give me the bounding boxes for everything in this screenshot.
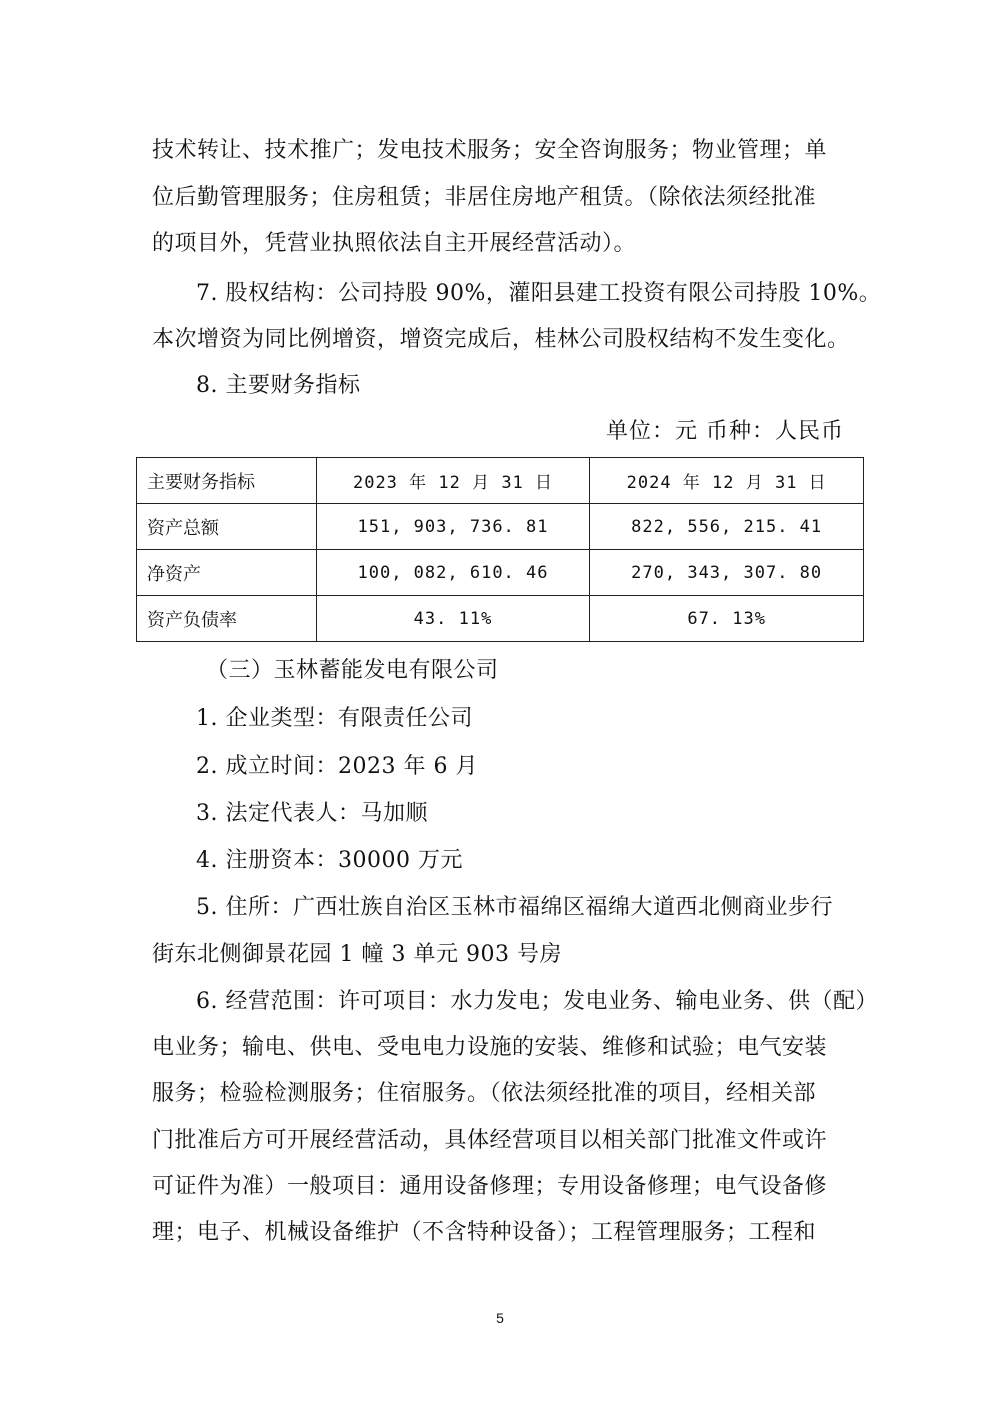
table-row — [137, 504, 864, 550]
table-header-cell: 2023 年 12 月 31 日 — [316, 458, 590, 504]
equity-structure-line: 7. 股权结构：公司持股 90%，灌阳县建工投资有限公司持股 10%。 — [196, 281, 882, 306]
page-number: 5 — [496, 1310, 504, 1326]
financial-table — [136, 457, 864, 642]
business-scope-line: 可证件为准）一般项目：通用设备修理；专用设备修理；电气设备修 — [152, 1174, 828, 1199]
equity-structure-line: 本次增资为同比例增资，增资完成后，桂林公司股权结构不发生变化。 — [152, 327, 850, 352]
section-heading: （三）玉林蓄能发电有限公司 — [206, 658, 499, 683]
business-scope-line: 6. 经营范围：许可项目：水力发电；发电业务、输电业务、供（配） — [196, 989, 878, 1014]
business-scope-line: 门批准后方可开展经营活动，具体经营项目以相关部门批准文件或许 — [152, 1128, 828, 1153]
table-cell-label: 净资产 — [137, 550, 317, 596]
section-item: 4. 注册资本：30000 万元 — [196, 848, 463, 873]
section-item: 3. 法定代表人：马加顺 — [196, 801, 428, 826]
address-line: 5. 住所：广西壮族自治区玉林市福绵区福绵大道西北侧商业步行 — [196, 895, 833, 920]
table-cell-value: 270, 343, 307. 80 — [590, 550, 864, 596]
section-item: 2. 成立时间：2023 年 6 月 — [196, 754, 478, 779]
business-scope-line: 服务；检验检测服务；住宿服务。（依法须经批准的项目，经相关部 — [152, 1081, 817, 1106]
table-row — [137, 550, 864, 596]
business-scope-line: 理；电子、机械设备维护（不含特种设备）；工程管理服务；工程和 — [152, 1220, 817, 1245]
section-item: 1. 企业类型：有限责任公司 — [196, 706, 473, 731]
paragraph-line: 的项目外，凭营业执照依法自主开展经营活动）。 — [152, 231, 637, 256]
table-cell-value: 822, 556, 215. 41 — [590, 504, 864, 550]
table-header-row — [137, 458, 864, 504]
table-row — [137, 596, 864, 642]
table-cell-value: 151, 903, 736. 81 — [316, 504, 590, 550]
address-line: 街东北侧御景花园 1 幢 3 单元 903 号房 — [152, 942, 562, 967]
unit-currency-note: 单位：元 币种：人民币 — [606, 419, 844, 444]
table-cell-value: 43. 11% — [316, 596, 590, 642]
paragraph-line: 位后勤管理服务；住房租赁；非居住房地产租赁。（除依法须经批准 — [152, 185, 817, 210]
table-cell-value: 67. 13% — [590, 596, 864, 642]
table-header-cell: 2024 年 12 月 31 日 — [590, 458, 864, 504]
table-cell-label: 资产负债率 — [137, 596, 317, 642]
table-header-cell: 主要财务指标 — [137, 458, 317, 504]
table-cell-label: 资产总额 — [137, 504, 317, 550]
financial-indicators-heading: 8. 主要财务指标 — [196, 373, 361, 398]
paragraph-line: 技术转让、技术推广；发电技术服务；安全咨询服务；物业管理；单 — [152, 138, 828, 163]
table-cell-value: 100, 082, 610. 46 — [316, 550, 590, 596]
business-scope-line: 电业务；输电、供电、受电电力设施的安装、维修和试验；电气安装 — [152, 1035, 828, 1060]
